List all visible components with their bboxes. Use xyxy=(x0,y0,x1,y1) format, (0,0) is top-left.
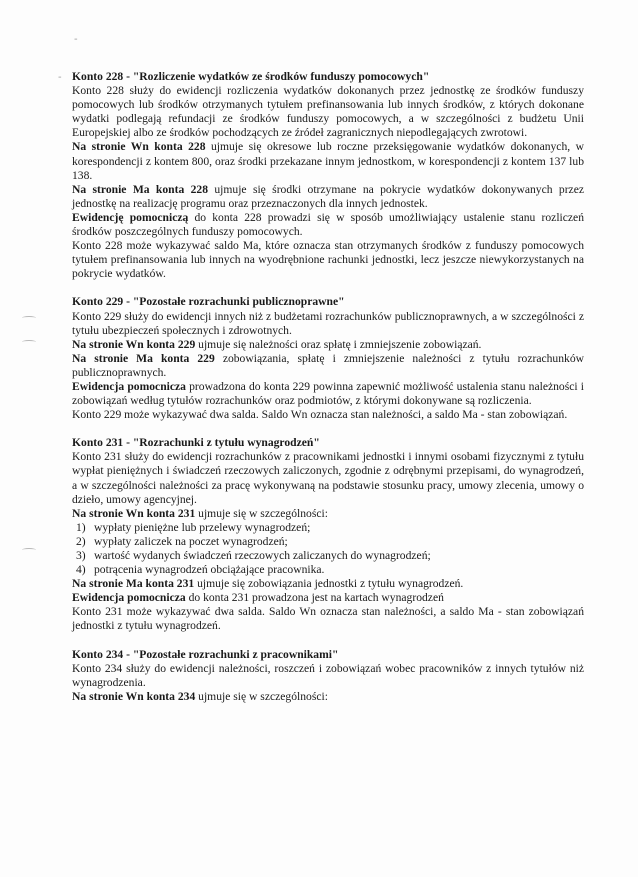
paragraph-text: zobowiązania, spłatę i zmniejszenie należności z tytułu rozrachunków publicznoprawnych. xyxy=(72,351,584,379)
paragraph-lead: Na stronie Ma konta 229 xyxy=(72,351,215,365)
paragraph-text: Konto 228 może wykazywać saldo Ma, które oznacza stan otrzymanych środków z funduszy pomocowych tytułem prefinansowania lub innych na wyodrębnione rachunki jednostki, lecz jeszcze niewykorzystanych na pokrycie wydatków. xyxy=(72,239,584,281)
paragraph xyxy=(72,239,584,281)
paragraph-text: prowadzona do konta 229 powinna zapewnić możliwość ustalenia stanu należności i zobowiązań według tytułów rozrachunków oraz podmiotów, z którymi dokonywane są rozliczenia. xyxy=(72,379,584,408)
section-heading: Konto 229 - "Pozostałe rozrachunki publicznoprawne" xyxy=(72,295,345,309)
paragraph-text: Konto 229 może wykazywać dwa salda. Saldo Wn oznacza stan należności, a saldo Ma - stan zobowiązań. xyxy=(72,408,568,422)
document-body xyxy=(72,70,584,718)
paragraph-text: Konto 228 służy do ewidencji rozliczenia wydatków dokonanych przez jednostkę ze środków funduszy pomocowych lub środków otrzymanych tytułem prefinansowania lub innych środków, z których dokonane wydatki podlegają refundacji ze środków funduszy pomocowych, a w szczególności z budżetu Unii Europejskiej albo ze środków pochodzących ze źródeł zagranicznych niepodlegających zwrotowi. xyxy=(72,84,584,140)
list-item-text: wartość wydanych świadczeń rzeczowych zaliczanych do wynagrodzeń; xyxy=(94,549,431,562)
paragraph xyxy=(72,690,584,704)
list-item xyxy=(72,563,584,577)
numbered-list xyxy=(72,521,584,577)
paragraph xyxy=(72,408,584,422)
list-item xyxy=(72,535,584,549)
paragraph-lead: Na stronie Wn konta 234 xyxy=(72,689,196,703)
paragraph xyxy=(72,507,584,521)
list-item-text: potrącenia wynagrodzeń obciążające pracownika. xyxy=(94,563,325,577)
paragraph-text: ujmuje się środki otrzymane na pokrycie wydatków dokonywanych przez jednostkę na realizację programu oraz przeznaczonych dla innych jednostek. xyxy=(72,182,584,210)
paragraph-text: ujmuje się w szczególności: xyxy=(195,506,328,520)
punch-hole-mark-upper xyxy=(22,316,36,320)
paragraph-text: do konta 231 prowadzona jest na kartach wynagrodzeń xyxy=(185,591,444,605)
list-item xyxy=(72,549,584,563)
paragraph-text: Konto 231 służy do ewidencji rozrachunków z pracownikami jednostki i innymi osobami fizycznymi z tytułu wypłat pieniężnych i świadczeń rzeczowych zaliczonych, zgodnie z odrębnymi przepisami, do wynagrodzeń, a w szczególności należności za pracę wykonywaną na podstawie stosunku pracy, umowy zlecenia, umowy o dzieło, umowy agencyjnej. xyxy=(72,450,584,506)
paragraph xyxy=(72,183,584,211)
paragraph-lead: Na stronie Wn konta 231 xyxy=(72,506,196,520)
list-item-number: 4) xyxy=(76,563,86,577)
paragraph-lead: Na stronie Ma konta 231 xyxy=(72,577,195,591)
paragraph xyxy=(72,662,584,690)
punch-hole-mark-middle xyxy=(22,548,36,552)
paragraph-text: ujmuje się należności oraz spłatę i zmniejszenie zobowiązań. xyxy=(195,337,482,351)
paragraph-lead: Ewidencję pomocniczą xyxy=(72,210,189,224)
paragraph xyxy=(72,352,584,380)
paragraph-text: Konto 229 służy do ewidencji innych niż z budżetami rozrachunków publicznoprawnych, a w szczególności z tytułu ubezpieczeń społecznych i zdrowotnych. xyxy=(72,309,584,337)
paragraph-text: do konta 228 prowadzi się w sposób umożliwiający ustalenie stanu rozliczeń środków poszczególnych funduszy pomocowych. xyxy=(72,210,584,239)
list-item xyxy=(72,521,584,535)
list-item-text: wypłaty pieniężne lub przelewy wynagrodzeń; xyxy=(94,520,311,534)
paragraph-text: ujmuje się zobowiązania jednostki z tytułu wynagrodzeń. xyxy=(194,577,464,591)
paragraph-lead: Ewidencja pomocnicza xyxy=(72,379,186,393)
paragraph xyxy=(72,211,584,239)
paragraph-text: Konto 231 może wykazywać dwa salda. Saldo Wn oznacza stan należności, a saldo Ma - stan zobowiązań jednostki z tytułu wynagrodzeń. xyxy=(72,605,584,633)
paragraph-text: ujmuje się w szczególności: xyxy=(195,689,328,703)
section-konto-228 xyxy=(72,70,584,281)
scan-mark-side: - xyxy=(58,72,62,83)
section-heading: Konto 228 - "Rozliczenie wydatków ze środków funduszy pomocowych" xyxy=(72,70,430,83)
paragraph xyxy=(72,338,584,352)
paragraph xyxy=(72,310,584,338)
list-item-number: 3) xyxy=(76,549,86,562)
section-konto-234 xyxy=(72,648,584,704)
section-heading: Konto 231 - "Rozrachunki z tytułu wynagrodzeń" xyxy=(72,436,320,450)
section-heading: Konto 234 - "Pozostałe rozrachunki z pracownikami" xyxy=(72,647,339,661)
paragraph-lead: Ewidencja pomocnicza xyxy=(72,591,186,605)
paragraph xyxy=(72,577,584,591)
punch-hole-mark-lower xyxy=(22,340,36,344)
paragraph xyxy=(72,84,584,140)
paragraph xyxy=(72,605,584,633)
list-item-text: wypłaty zaliczek na poczet wynagrodzeń; xyxy=(94,534,288,548)
paragraph-lead: Na stronie Wn konta 229 xyxy=(72,337,196,351)
section-konto-231 xyxy=(72,436,584,633)
paragraph xyxy=(72,380,584,408)
paragraph-text: Konto 234 służy do ewidencji należności, roszczeń i zobowiązań wobec pracowników z innych tytułów niż wynagrodzenia. xyxy=(72,661,584,689)
paragraph xyxy=(72,591,584,605)
paragraph xyxy=(72,140,584,182)
paragraph-text: ujmuje się okresowe lub roczne przeksięgowanie wydatków dokonanych, w korespondencji z kontem 800, oraz środki przekazane innym jednostkom, w korespondencji z kontem 137 lub 138. xyxy=(72,140,584,182)
paragraph-lead: Na stronie Wn konta 228 xyxy=(72,140,206,154)
paragraph-lead: Na stronie Ma konta 228 xyxy=(72,182,209,196)
list-item-number: 2) xyxy=(76,534,86,548)
list-item-number: 1) xyxy=(76,520,86,534)
paragraph xyxy=(72,450,584,506)
section-konto-229 xyxy=(72,295,584,422)
scan-mark-top: - xyxy=(74,34,78,45)
